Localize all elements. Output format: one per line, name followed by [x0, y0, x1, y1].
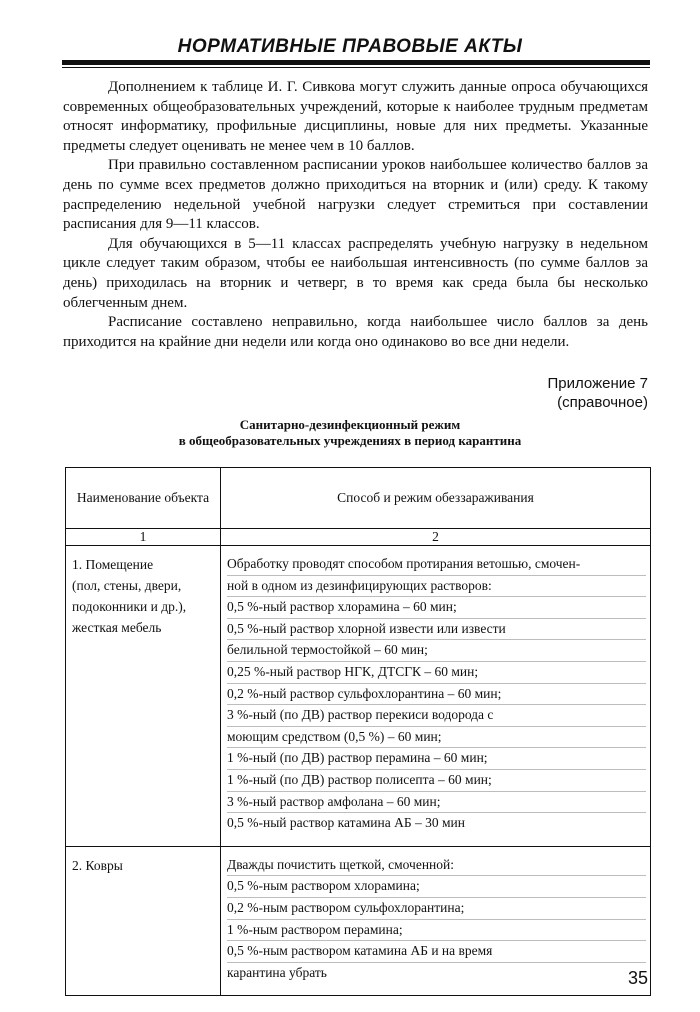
paragraph: При правильно составленном расписании уроков наибольшее количество баллов за день по сумме всех предметов должно приходиться на вторник и (или) среду. К такому распределению недельной учебной нагрузки следует стремиться при составлении расписания для 9—11 классов.	[63, 157, 648, 233]
method-line: 1 %-ным раствором перамина;	[227, 920, 646, 942]
body-text	[63, 78, 648, 352]
column-header-method: Способ и режим обеззараживания	[221, 468, 651, 529]
running-header: НОРМАТИВНЫЕ ПРАВОВЫЕ АКТЫ	[177, 36, 523, 57]
method-line: моющим средством (0,5 %) – 60 мин;	[227, 727, 646, 749]
method-cell	[221, 846, 651, 996]
method-line: 0,2 %-ным раствором сульфохлорантина;	[227, 898, 646, 920]
method-cell	[221, 546, 651, 847]
object-name-cell	[66, 546, 221, 847]
method-line: 0,5 %-ным раствором катамина АБ и на время	[227, 941, 646, 963]
appendix-label	[548, 374, 649, 412]
table-row	[66, 546, 651, 847]
method-line: ной в одном из дезинфицирующих растворов:	[227, 576, 646, 598]
method-line: 3 %-ный (по ДВ) раствор перекиси водорода с	[227, 705, 646, 727]
method-line: 1 %-ный (по ДВ) раствор перамина – 60 мин;	[227, 748, 646, 770]
table-title-line: Санитарно-дезинфекционный режим	[239, 417, 461, 432]
column-number: 1	[66, 529, 221, 546]
appendix-number: Приложение 7	[547, 375, 648, 392]
object-name-line: 1. Помещение	[72, 557, 154, 572]
header-rule	[62, 60, 650, 65]
method-line: Обработку проводят способом протирания ветошью, смочен-	[227, 554, 646, 576]
column-number: 2	[221, 529, 651, 546]
table-title	[0, 417, 700, 449]
method-line: белильной термостойкой – 60 мин;	[227, 640, 646, 662]
header-rule-thin	[62, 67, 650, 68]
paragraph: Дополнением к таблице И. Г. Сивкова могут служить данные опроса обучающихся современных общеобразовательных учреждений, которые к наиболее трудным предметам относят информатику, профильные дисциплины, новые для них предметы. Указанные предметы следует оценивать не менее чем в 10 баллов.	[63, 79, 648, 154]
object-name-cell	[66, 846, 221, 996]
method-line: Дважды почистить щеткой, смоченной:	[227, 855, 646, 877]
column-header-object: Наименование объекта	[66, 468, 221, 529]
appendix-status: (справочное)	[557, 394, 648, 411]
object-name-line: жесткая мебель	[72, 620, 162, 635]
table-row	[66, 846, 651, 996]
method-line: 0,5 %-ный раствор катамина АБ – 30 мин	[227, 815, 465, 831]
method-line: 0,5 %-ный раствор хлорамина – 60 мин;	[227, 597, 646, 619]
method-line: 0,5 %-ным раствором хлорамина;	[227, 876, 646, 898]
object-name-line: 2. Ковры	[72, 857, 123, 873]
method-line: 3 %-ный раствор амфолана – 60 мин;	[227, 792, 646, 814]
paragraph: Для обучающихся в 5—11 классах распределять учебную нагрузку в недельном цикле следует таким образом, чтобы ее наибольшая интенсивность (по сумме баллов за день) приходилась на вторник и четверг, в то время как среда была бы несколько облегченным днем.	[63, 235, 648, 311]
table-title-line: в общеобразовательных учреждениях в период карантина	[178, 433, 522, 448]
column-number-row	[66, 529, 651, 546]
object-name-line: подоконники и др.),	[72, 599, 187, 614]
method-line: 0,2 %-ный раствор сульфохлорантина – 60 мин;	[227, 684, 646, 706]
object-name-line: (пол, стены, двери,	[72, 578, 182, 593]
page-number: 35	[627, 968, 648, 988]
table-header-row	[66, 468, 651, 529]
method-line: 1 %-ный (по ДВ) раствор полисепта – 60 мин;	[227, 770, 646, 792]
paragraph: Расписание составлено неправильно, когда наибольшее число баллов за день приходится на крайние дни недели или когда оно одинаково во все дни недели.	[63, 314, 648, 350]
method-line: 0,5 %-ный раствор хлорной извести или извести	[227, 619, 646, 641]
method-line: 0,25 %-ный раствор НГК, ДТСГК – 60 мин;	[227, 662, 646, 684]
method-line: карантина убрать	[227, 964, 327, 980]
disinfection-table	[65, 467, 651, 996]
